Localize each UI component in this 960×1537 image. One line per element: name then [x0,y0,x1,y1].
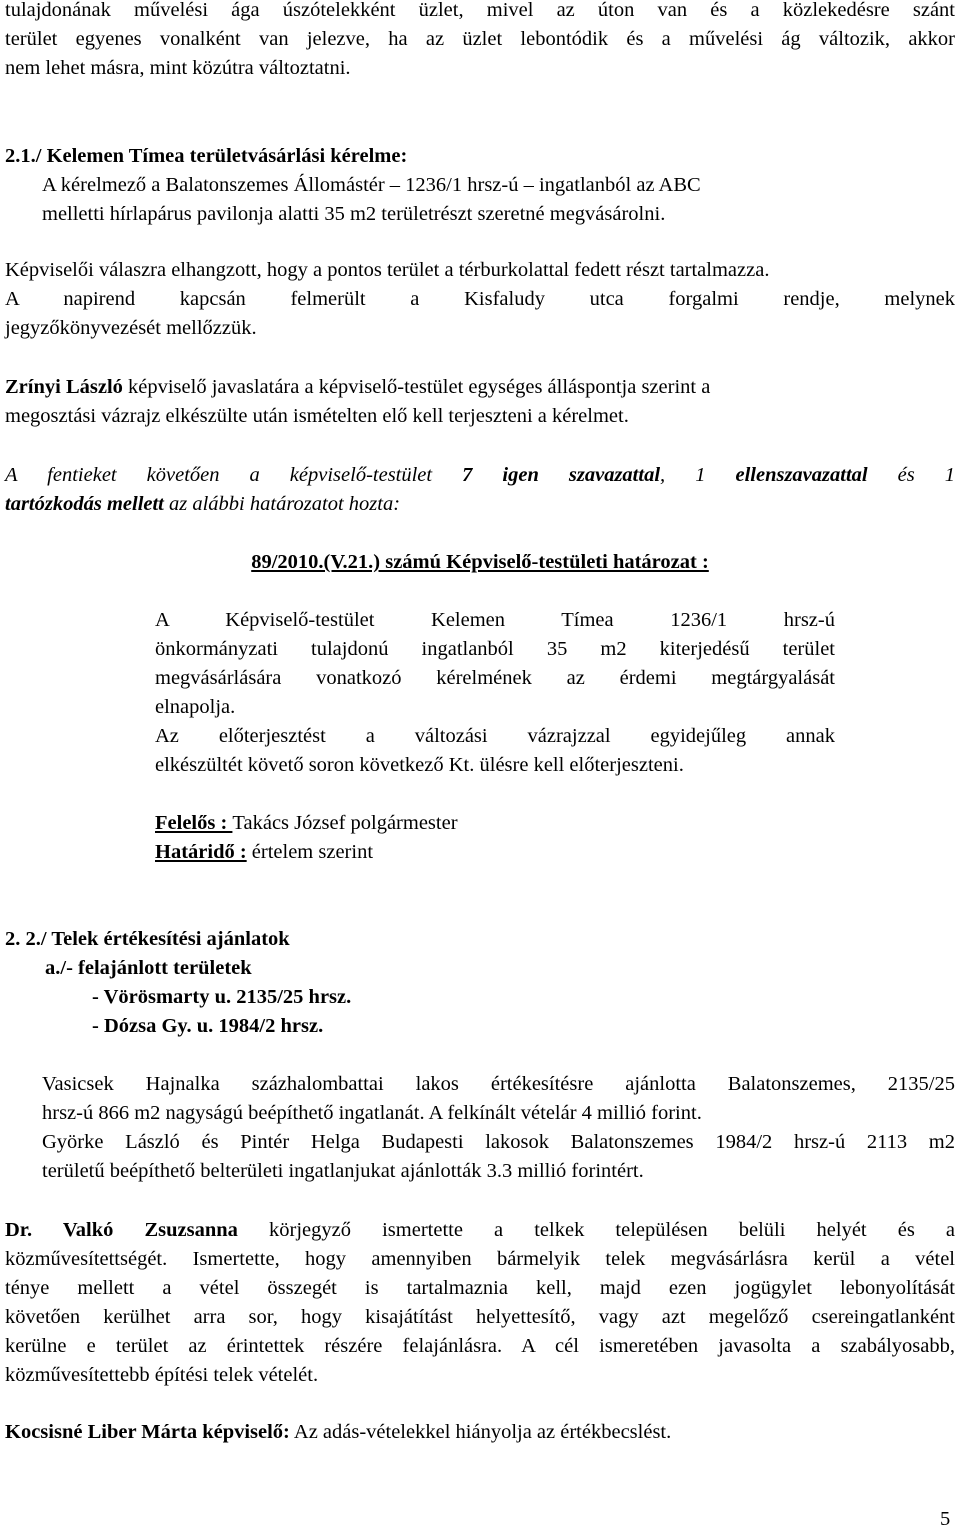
vote-text: és 1 [867,464,955,486]
resolution-line: A Képviselő-testület Kelemen Tímea 1236/1 hrsz-ú [155,609,835,631]
speaker-name: Kocsisné Liber Márta képviselő: [5,1421,290,1443]
reply-line: Képviselői válaszra elhangzott, hogy a pontos terület a térburkolattal fedett részt tartalmazza. [5,259,770,281]
deadline-value: értelem szerint [246,841,374,863]
offers-paragraph [42,1070,955,1186]
resolution-line: önkormányzati tulajdonú ingatlanból 35 m2 kiterjedésű terület [155,638,835,660]
speaker-name: Dr. Valkó Zsuzsanna [5,1219,238,1241]
item-2-2-heading: 2. 2./ Telek értékesítési ajánlatok [5,928,290,950]
speaker-name: Zrínyi László [5,376,123,398]
valko-line [5,1216,955,1245]
valko-line: közművesítettebb építési telek vételét. [5,1364,319,1386]
reply-line: jegyzőkönyvezését mellőzzük. [5,317,257,339]
intro-line: terület egyenes vonalként van jelezve, ha az üzlet lebontódik és a művelési ág változik, akkor [5,28,955,50]
resolution-line: megvásárlására vonatkozó kérelmének az érdemi megtárgyalását [155,667,835,689]
offers-line: területű beépíthető belterületi ingatlanjukat ajánlották 3.3 millió forintért. [42,1160,644,1182]
resolution-line: elnapolja. [155,696,236,718]
resolution-title: 89/2010.(V.21.) számú Képviselő-testületi határozat : [251,551,709,573]
item-2-1-line: A kérelmező a Balatonszemes Állomástér – 1236/1 hrsz-ú – ingatlanból az ABC [42,174,701,196]
responsible-value: Takács József polgármester [232,812,458,834]
offer-option: - Dózsa Gy. u. 1984/2 hrsz. [92,1015,324,1037]
zrinyi-line: megosztási vázrajz elkészülte után ismételten elő kell terjeszteni a kérelmet. [5,405,629,427]
reply-paragraph [5,256,955,343]
valko-line: közművesítettségét. Ismertette, hogy amennyiben bármelyik telek megvásárlásra kerül a vétel [5,1248,955,1270]
resolution-body [155,606,835,780]
valko-line: ténye mellett a vétel összegét is tartalmaznia kell, majd ezen jogügylet lebonyolítását [5,1277,955,1299]
kocsis-text: Az adás-vételekkel hiányolja az értékbecslést. [289,1421,672,1443]
vote-text: az alábbi határozatot hozta: [163,493,401,515]
intro-paragraph [5,0,955,83]
valko-line: követően kerülhet arra sor, hogy kisajátítást helyettesítő, vagy azt megelőző csereingatlanként [5,1306,955,1328]
vote-no: ellenszavazattal [735,464,868,486]
zrinyi-paragraph [5,373,955,431]
resolution-line: Az előterjesztést a változási vázrajzzal egyidejűleg annak [155,725,835,747]
reply-line: A napirend kapcsán felmerült a Kisfaludy utca forgalmi rendje, melynek [5,288,955,310]
responsible-label: Felelős : [155,812,233,834]
vote-text: A fentieket követően a képviselő-testület [5,464,463,486]
offers-line: hrsz-ú 866 m2 nagyságú beépíthető ingatlanát. A felkínált vételár 4 millió forint. [42,1102,702,1124]
offers-line: Vasicsek Hajnalka százhalombattai lakos értékesítésre ajánlotta Balatonszemes, 2135/25 [42,1073,955,1095]
item-2-1-heading: 2.1./ Kelemen Tímea területvásárlási kérelme: [5,145,408,167]
valko-paragraph [5,1216,955,1390]
intro-line: tulajdonának művelési ága úszótelekként üzlet, mivel az úton van és a közlekedésre szánt [5,0,955,21]
page-number: 5 [940,1508,951,1530]
item-2-1-line: melletti hírlapárus pavilonja alatti 35 m2 területrészt szeretné megvásárolni. [42,203,666,225]
deadline-line [155,838,835,867]
vote-text: , 1 [660,464,736,486]
vote-abstention: tartózkodás mellett [5,493,164,515]
deadline-label: Határidő : [155,841,247,863]
zrinyi-line [5,373,955,402]
vote-line [5,490,955,519]
valko-text: körjegyző ismertette a telkek településen belüli helyét és a [237,1219,955,1241]
responsible-line [155,809,835,838]
vote-yes: 7 igen szavazattal [462,464,661,486]
kocsis-paragraph [5,1418,955,1447]
intro-line: nem lehet másra, mint közútra változtatni. [5,57,351,79]
offers-line: Györke László és Pintér Helga Budapesti lakosok Balatonszemes 1984/2 hrsz-ú 2113 m2 [42,1131,955,1153]
kocsis-line [5,1418,955,1447]
resolution-responsible [155,809,835,867]
item-2-1-body [42,171,872,229]
vote-paragraph [5,461,955,519]
valko-line: kerülne e terület az érintettek részére felajánlásra. A cél ismeretében javasolta a szabályosabb, [5,1335,955,1357]
resolution-line: elkészültét követő soron következő Kt. ülésre kell előterjeszteni. [155,754,684,776]
item-2-2-sub: a./- felajánlott területek [45,957,252,979]
vote-line [5,461,955,490]
offer-option: - Vörösmarty u. 2135/25 hrsz. [92,986,352,1008]
zrinyi-text: képviselő javaslatára a képviselő-testület egységes álláspontja szerint a [122,376,711,398]
